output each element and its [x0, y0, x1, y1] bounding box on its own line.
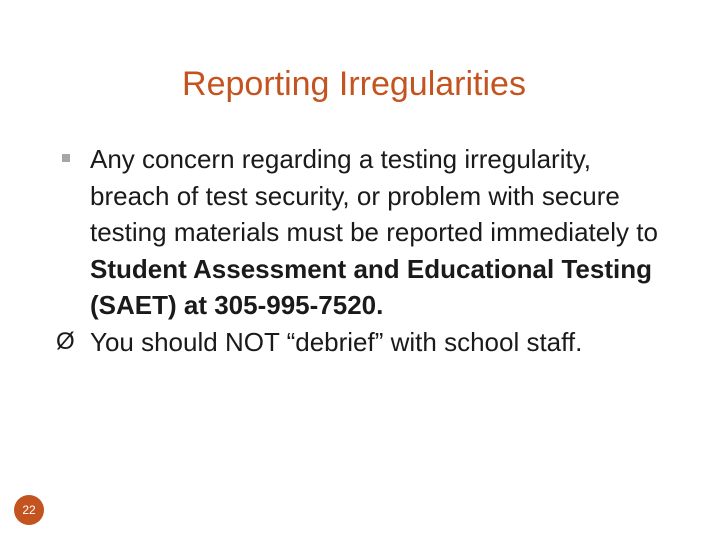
slide-body: [56, 141, 660, 360]
square-bullet-icon: [62, 154, 70, 162]
bullet-2-text: You should NOT “debrief” with school staff.: [90, 326, 583, 357]
bullet-1-text: Any concern regarding a testing irregularity, breach of test security, or problem with secure testing materials must be reported immediately to: [90, 144, 658, 247]
slide-title: Reporting Irregularities: [182, 65, 526, 103]
bullet-item-1: [60, 141, 660, 324]
page-number-badge: 22: [14, 495, 44, 525]
bullet-1-bold-text: Student Assessment and Educational Testing (SAET) at 305-995-7520.: [90, 253, 652, 320]
arrow-bullet-icon: Ø: [56, 327, 75, 355]
bullet-item-2: [56, 324, 660, 361]
